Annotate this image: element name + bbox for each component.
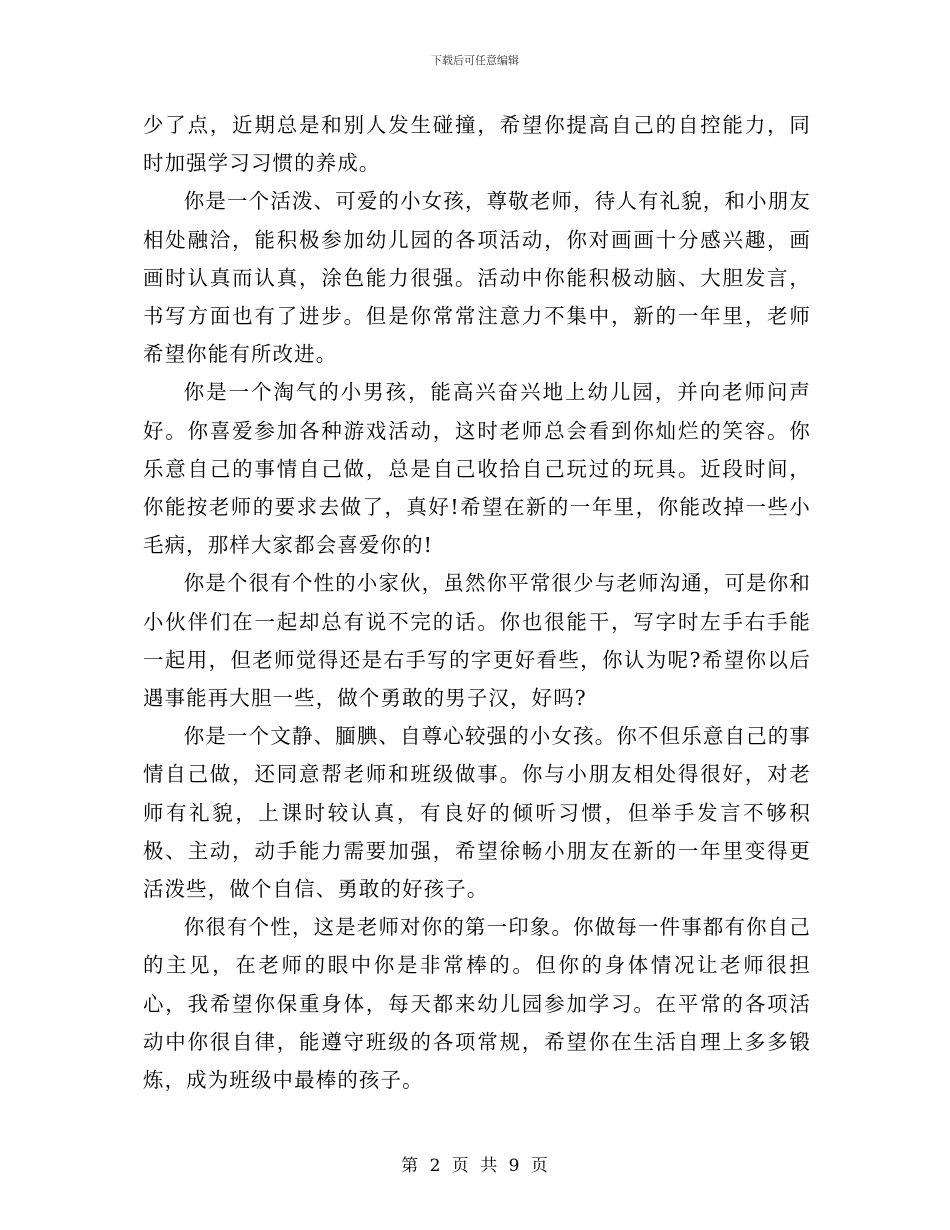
- paragraph-comment: 你是一个文静、腼腆、自尊心较强的小女孩。你不但乐意自己的事情自己做，还同意帮老师和班级做事。你与小朋友相处得很好，对老师有礼貌，上课时较认真，有良好的倾听习惯，但举手发言不够积极、主动，动手能力需要加强，希望徐畅小朋友在新的一年里变得更活泼些，做个自信、勇敢的好孩子。: [143, 724, 811, 902]
- paragraph-comment: 你是一个活泼、可爱的小女孩，尊敬老师，待人有礼貌，和小朋友相处融洽，能积极参加幼儿园的各项活动，你对画画十分感兴趣，画画时认真而认真，涂色能力很强。活动中你能积极动脑、大胆发言，书写方面也有了进步。但是你常常注意力不集中，新的一年里，老师希望你能有所改进。: [143, 189, 811, 367]
- paragraph-comment: 你是一个淘气的小男孩，能高兴奋兴地上幼儿园，并向老师问声好。你喜爱参加各种游戏活动，这时老师总会看到你灿烂的笑容。你乐意自己的事情自己做，总是自己收拾自己玩过的玩具。近段时间，你能按老师的要求去做了，真好!希望在新的一年里，你能改掉一些小毛病，那样大家都会喜爱你的!: [143, 380, 811, 558]
- paragraph-comment: 你是个很有个性的小家伙，虽然你平常很少与老师沟通，可是你和小伙伴们在一起却总有说不完的话。你也很能干，写字时左手右手能一起用，但老师觉得还是右手写的字更好看些，你认为呢?希望你以后遇事能再大胆一些，做个勇敢的男子汉，好吗?: [143, 571, 811, 711]
- paragraph-continuation: 少了点，近期总是和别人发生碰撞，希望你提高自己的自控能力，同时加强学习习惯的养成。: [143, 113, 811, 176]
- page-header: 下载后可任意编辑: [431, 54, 519, 67]
- document-body: [143, 106, 811, 1099]
- page-number-footer: 第 2 页 共 9 页: [401, 1156, 549, 1176]
- paragraph-comment: 你很有个性，这是老师对你的第一印象。你做每一件事都有你自己的主见，在老师的眼中你是非常棒的。但你的身体情况让老师很担心，我希望你保重身体，每天都来幼儿园参加学习。在平常的各项活动中你很自律，能遵守班级的各项常规，希望你在生活自理上多多锻炼，成为班级中最棒的孩子。: [143, 915, 811, 1093]
